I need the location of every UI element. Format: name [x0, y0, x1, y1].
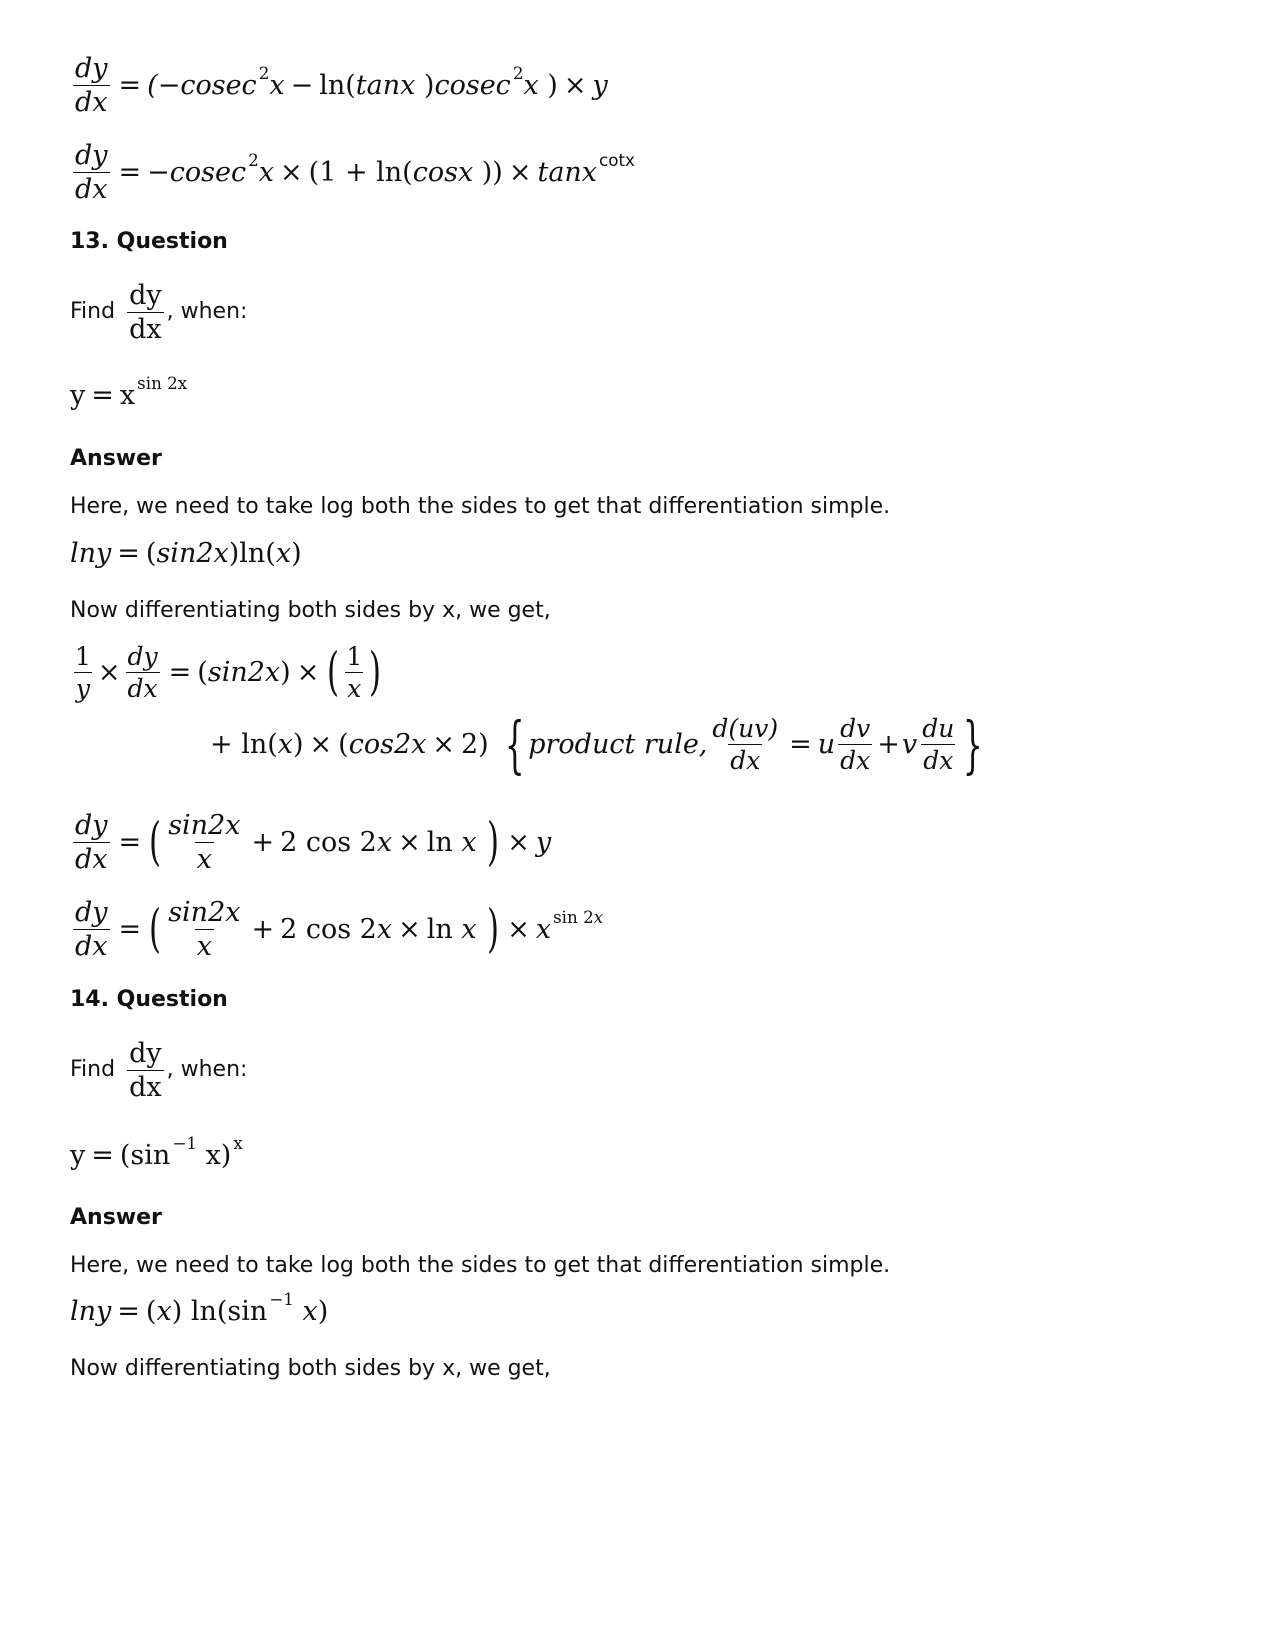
when-label: , when:	[166, 1057, 248, 1083]
answer-14-log-equation: lny = ( x ) ln(sin $^{-1}$ x )	[70, 1288, 329, 1327]
question-14-given-function: y = (sin $^{-1}$ x) $^x$	[70, 1132, 243, 1171]
answer-14-heading: Answer	[70, 1205, 162, 1230]
question-13-given-function: y = x $^{sin 2x}$	[70, 372, 188, 411]
answer-13-step-1: $\frac{1}{y}$ × $\frac{dy}{dx}$ = ( sin2x ) × ( $\frac{1}{x}$ )	[75, 642, 382, 703]
answer-13-log-equation: lny = ( sin2x )ln( x )	[70, 538, 302, 569]
answer-13-step-1-continued: + ln( x ) × ( cos2x × 2) { product rule, $\frac{d(uv)}{dx}$ = u $\frac{dv}{dx}$ + v $\frac{du}{dx}$ }	[210, 707, 983, 781]
answer-13-differentiation-note: Now differentiating both sides by x, we get,	[70, 598, 551, 623]
question-13-heading: 13. Question	[70, 229, 228, 254]
find-label: Find	[70, 1057, 116, 1083]
dy-dx-fraction: $\frac{dy}{dx}$	[129, 280, 162, 345]
question-13-prompt	[70, 282, 247, 343]
answer-14-differentiation-note: Now differentiating both sides by x, we get,	[70, 1356, 551, 1381]
answer-13-intro: Here, we need to take log both the sides to get that differentiation simple.	[70, 494, 891, 519]
question-14-heading: 14. Question	[70, 987, 228, 1012]
question-14-prompt	[70, 1040, 247, 1101]
find-label: Find	[70, 299, 116, 325]
answer-14-intro: Here, we need to take log both the sides to get that differentiation simple.	[70, 1253, 891, 1278]
answer-13-result-y: $\frac{dy}{dx}$ = ( $\frac{\sin 2x}{x}$ + 2 cos 2 x × ln x ) × y	[75, 810, 552, 875]
equation-dy-dx-intermediate: $\frac{dy}{dx}$ = ( −cosec $^2$ x − ln( tanx ) cosec $^2$ x ) × y	[75, 53, 608, 118]
answer-13-heading: Answer	[70, 446, 162, 471]
product-rule-label: product rule,	[528, 729, 708, 760]
answer-13-result-final: $\frac{dy}{dx}$ = ( $\frac{\sin 2x}{x}$ + 2 cos 2 x × ln x ) × x $^{sin 2x}$	[75, 897, 604, 962]
dy-dx-fraction: $\frac{dy}{dx}$	[129, 1038, 162, 1103]
when-label: , when:	[166, 299, 248, 325]
equation-dy-dx-final: $\frac{dy}{dx}$ = − cosec $^2$ x × (1 + ln( cosx )) × tanx $^{cotx}$	[75, 140, 635, 205]
